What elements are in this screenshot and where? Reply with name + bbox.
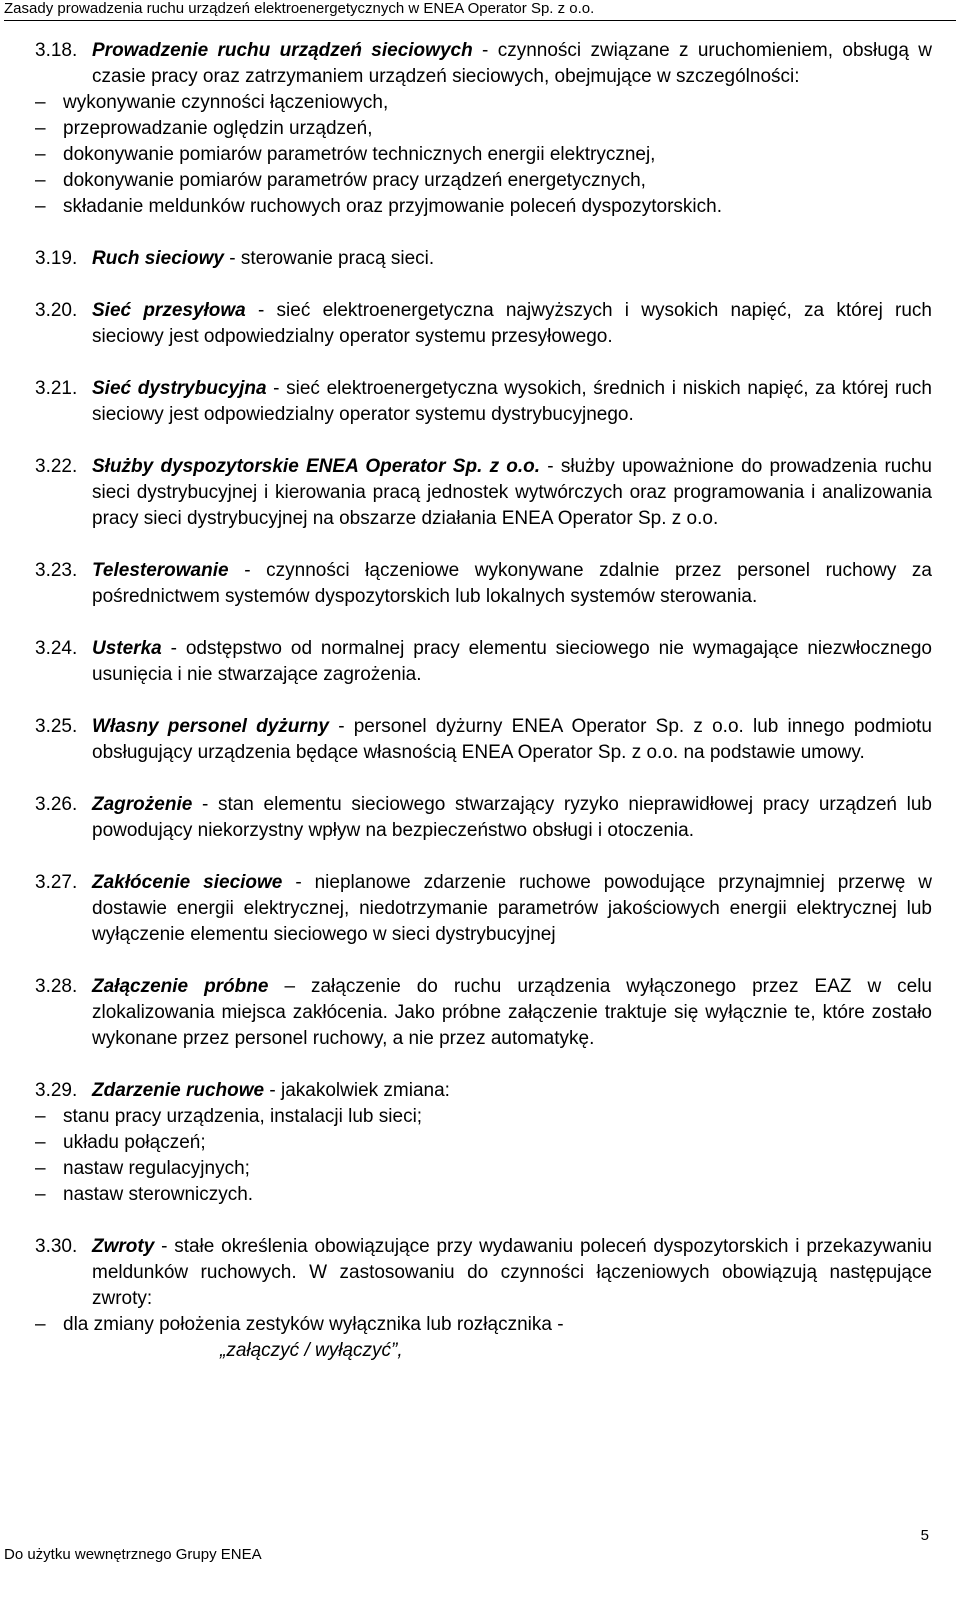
list-item: [35, 1130, 932, 1156]
definition-number: 3.30.: [35, 1236, 78, 1257]
definition-text: [92, 454, 932, 532]
dash-bullet: –: [35, 1184, 46, 1205]
definition-description: - jakakolwiek zmiana:: [264, 1080, 450, 1101]
definition-description: - sieć elektroenergetyczna najwyższych i wysokich napięć, za której ruch sieciowy jest odpowiedzialny operator systemu przesyłowego.: [92, 300, 932, 347]
definition-number: 3.22.: [35, 456, 78, 477]
definition-term: Telesterowanie: [92, 560, 229, 581]
definition-entry: [35, 38, 932, 220]
document-body: [35, 38, 932, 1390]
definition-term: Zwroty: [92, 1236, 155, 1257]
definition-term: Zdarzenie ruchowe: [92, 1080, 265, 1101]
list-item-text: nastaw regulacyjnych;: [63, 1158, 250, 1179]
list-item-text: dla zmiany położenia zestyków wyłącznika lub rozłącznika -: [63, 1314, 564, 1335]
definition-text: [92, 246, 932, 272]
definition-description: - odstępstwo od normalnej pracy elementu sieciowego nie wymagające niezwłocznego usunięcia i nie stwarzające zagrożenia.: [92, 638, 932, 685]
definition-number: 3.27.: [35, 872, 78, 893]
definition-description: - czynności związane z uruchomieniem, obsługą w czasie pracy oraz zatrzymaniem urządzeń sieciowych, obejmujące w szczególności:: [92, 40, 932, 87]
definition-term: Ruch sieciowy: [92, 248, 224, 269]
dash-bullet: –: [35, 196, 46, 217]
definition-description: - stałe określenia obowiązujące przy wydawaniu poleceń dyspozytorskich i przekazywaniu meldunków ruchowych. W zastosowaniu do czynności łączeniowych obowiązują następujące zwroty:: [92, 1236, 932, 1309]
definition-description: - sterowanie pracą sieci.: [224, 248, 435, 269]
definition-number: 3.23.: [35, 560, 78, 581]
definition-entry: [35, 636, 932, 688]
definition-text: [92, 636, 932, 688]
definition-entry: [35, 454, 932, 532]
definition-entry: [35, 1078, 932, 1208]
definition-entry: [35, 714, 932, 766]
definition-number: 3.20.: [35, 300, 78, 321]
list-item: [35, 1312, 932, 1338]
dash-bullet: –: [35, 144, 46, 165]
dash-bullet: –: [35, 1158, 46, 1179]
list-item-text: składanie meldunków ruchowych oraz przyjmowanie poleceń dyspozytorskich.: [63, 196, 722, 217]
definition-term: Prowadzenie ruchu urządzeń sieciowych: [92, 40, 473, 61]
definition-number: 3.25.: [35, 716, 78, 737]
definition-term: Własny personel dyżurny: [92, 716, 329, 737]
dash-bullet: –: [35, 170, 46, 191]
definition-number: 3.28.: [35, 976, 78, 997]
list-item: [35, 90, 932, 116]
definition-term: Sieć dystrybucyjna: [92, 378, 267, 399]
list-item: [35, 194, 932, 220]
definition-description: - stan elementu sieciowego stwarzający ryzyko nieprawidłowej pracy urządzeń lub powodujący niekorzystny wpływ na bezpieczeństwo obsługi i otoczenia.: [92, 794, 932, 841]
list-item: [35, 116, 932, 142]
definition-description: – załączenie do ruchu urządzenia wyłączonego przez EAZ w celu zlokalizowania miejsca zakłócenia. Jako próbne załączenie traktuje się wyłącznie te, które zostało wykonane przez personel ruchowy, a nie przez automatykę.: [92, 976, 932, 1049]
list-item-text: nastaw sterowniczych.: [63, 1184, 254, 1205]
definition-text: [92, 376, 932, 428]
page-number: 5: [920, 1527, 929, 1544]
definition-text: [92, 38, 932, 90]
dash-bullet: –: [35, 1132, 46, 1153]
definition-number: 3.26.: [35, 794, 78, 815]
dash-bullet: –: [35, 118, 46, 139]
definition-number: 3.21.: [35, 378, 78, 399]
dash-bullet: –: [35, 1314, 46, 1335]
definition-text: [92, 1078, 932, 1104]
definition-text: [92, 1234, 932, 1312]
list-item: [35, 1104, 932, 1130]
definition-text: [92, 714, 932, 766]
list-item: [35, 1156, 932, 1182]
footer-note: Do użytku wewnętrznego Grupy ENEA: [4, 1546, 262, 1563]
definition-entry: [35, 1234, 932, 1364]
quoted-phrase: „załączyć / wyłączyć”,: [220, 1340, 403, 1361]
definition-term: Załączenie próbne: [92, 976, 269, 997]
definition-entry: [35, 792, 932, 844]
definition-description: - służby upoważnione do prowadzenia ruchu sieci dystrybucyjnej i kierowania pracą jednostek wytwórczych oraz programowania i analizowania pracy sieci dystrybucyjnej na obszarze działania ENEA Operator Sp. z o.o.: [92, 456, 932, 529]
definition-term: Służby dyspozytorskie ENEA Operator Sp. z o.o.: [92, 456, 541, 477]
definition-entry: [35, 558, 932, 610]
list-item-text: przeprowadzanie oględzin urządzeń,: [63, 118, 373, 139]
definition-entry: [35, 974, 932, 1052]
dash-bullet: –: [35, 1106, 46, 1127]
definition-description: - nieplanowe zdarzenie ruchowe powodujące przynajmniej przerwę w dostawie energii elektrycznej, niedotrzymanie parametrów jakościowych energii elektrycznej lub wyłączenie elementu sieciowego w sieci dystrybucyjnej: [92, 872, 932, 945]
definition-text: [92, 298, 932, 350]
list-item-text: dokonywanie pomiarów parametrów technicznych energii elektrycznej,: [63, 144, 656, 165]
list-item: [35, 142, 932, 168]
dash-list: [35, 1104, 932, 1208]
definition-number: 3.29.: [35, 1080, 78, 1101]
definition-entry: [35, 376, 932, 428]
definition-text: [92, 870, 932, 948]
definition-term: Zagrożenie: [92, 794, 193, 815]
definition-text: [92, 792, 932, 844]
list-item-text: układu połączeń;: [63, 1132, 206, 1153]
definition-term: Sieć przesyłowa: [92, 300, 246, 321]
list-item: [35, 168, 932, 194]
list-item-text: dokonywanie pomiarów parametrów pracy urządzeń energetycznych,: [63, 170, 646, 191]
definition-number: 3.24.: [35, 638, 78, 659]
dash-list: [35, 1312, 932, 1338]
list-item: [35, 1182, 932, 1208]
definition-term: Zakłócenie sieciowe: [92, 872, 283, 893]
definition-text: [92, 974, 932, 1052]
dash-bullet: –: [35, 92, 46, 113]
definition-number: 3.19.: [35, 248, 78, 269]
definition-entry: [35, 246, 932, 272]
definition-number: 3.18.: [35, 40, 78, 61]
definition-description: - sieć elektroenergetyczna wysokich, średnich i niskich napięć, za której ruch sieciowy jest odpowiedzialny operator systemu dystrybucyjnego.: [92, 378, 932, 425]
dash-list: [35, 90, 932, 220]
definition-term: Usterka: [92, 638, 162, 659]
definition-description: - czynności łączeniowe wykonywane zdalnie przez personel ruchowy za pośrednictwem systemów dyspozytorskich lub lokalnych systemów sterowania.: [92, 560, 932, 607]
list-item-text: stanu pracy urządzenia, instalacji lub sieci;: [63, 1106, 423, 1127]
list-item-text: wykonywanie czynności łączeniowych,: [63, 92, 389, 113]
definition-entry: [35, 298, 932, 350]
definition-entry: [35, 870, 932, 948]
definition-text: [92, 558, 932, 610]
definition-description: - personel dyżurny ENEA Operator Sp. z o.o. lub innego podmiotu obsługujący urządzenia będące własnością ENEA Operator Sp. z o.o. na podstawie umowy.: [92, 716, 932, 763]
page-header: Zasady prowadzenia ruchu urządzeń elektroenergetycznych w ENEA Operator Sp. z o.o.: [4, 0, 956, 21]
